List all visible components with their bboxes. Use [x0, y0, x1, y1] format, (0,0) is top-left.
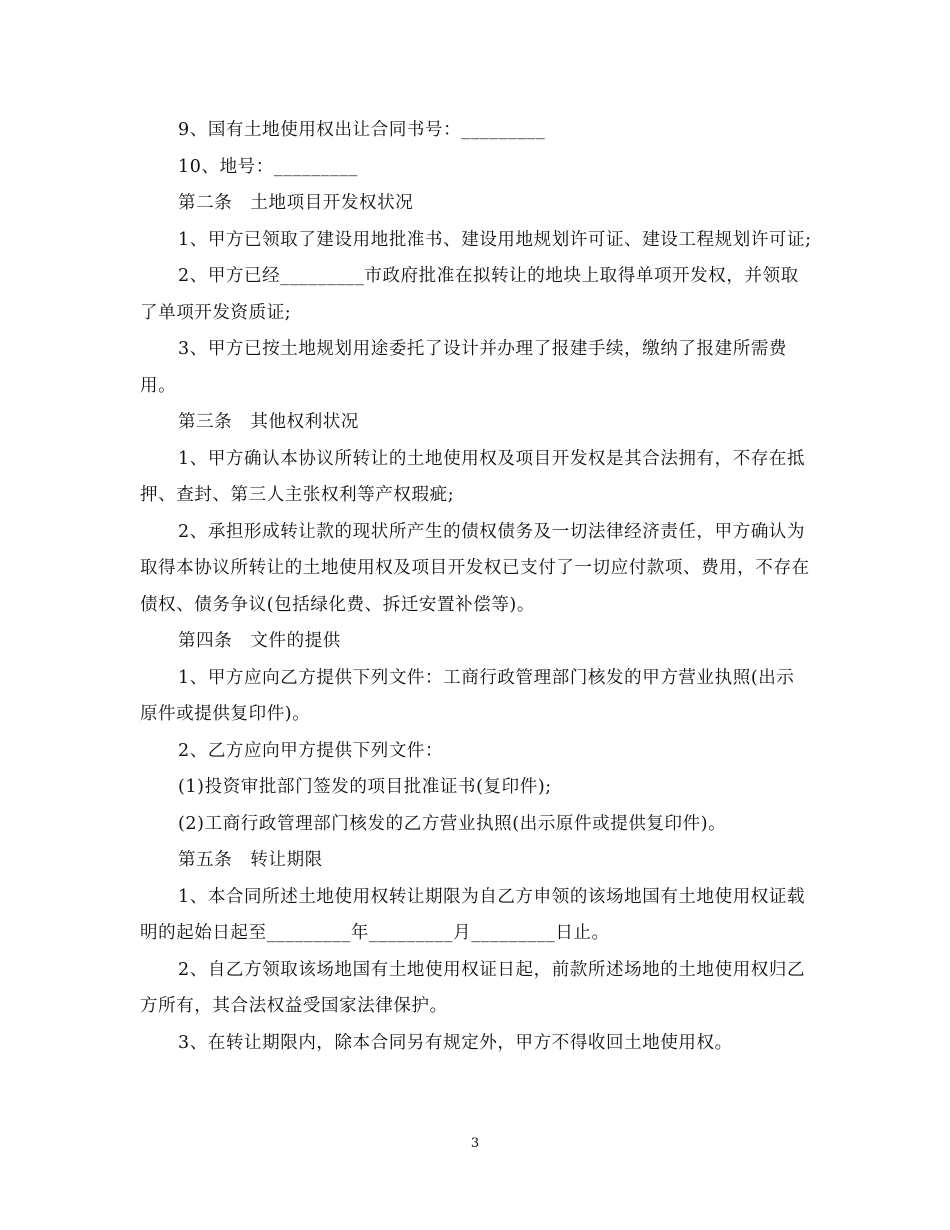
article-3-clause-1: 1、甲方确认本协议所转让的土地使用权及项目开发权是其合法拥有，不存在抵押、查封、第三人主张权利等产权瑕疵;	[140, 448, 806, 505]
article-3-clause-2: 2、承担形成转让款的现状所产生的债权债务及一切法律经济责任，甲方确认为取得本协议所转让的土地使用权及项目开发权已支付了一切应付款项、费用，不存在债权、债务争议(包括绿化费、拆迁安置补偿等)。	[140, 521, 810, 615]
article-4-clause-1: 1、甲方应向乙方提供下列文件：工商行政管理部门核发的甲方营业执照(出示原件或提供复印件)。	[140, 667, 795, 724]
article-2-clause-1: 1、甲方已领取了建设用地批准书、建设用地规划许可证、建设工程规划许可证;	[178, 229, 812, 250]
article-4-subclause-2: (2)工商行政管理部门核发的乙方营业执照(出示原件或提供复印件)。	[178, 813, 727, 834]
item-10-lot-number: 10、地号：_________	[178, 156, 359, 177]
article-5-clause-2: 2、自乙方领取该场地国有土地使用权证日起，前款所述场地的土地使用权归乙方所有，其合法权益受国家法律保护。	[140, 959, 806, 1016]
article-4-subclause-1: (1)投资审批部门签发的项目批准证书(复印件);	[178, 777, 552, 797]
article-4-clause-2: 2、乙方应向甲方提供下列文件：	[178, 740, 444, 761]
article-3-heading: 第三条 其他权利状况	[178, 412, 359, 432]
article-2-clause-2: 2、甲方已经_________市政府批准在拟转让的地块上取得单项开发权，并领取了单项开发资质证;	[140, 266, 799, 323]
article-5-clause-1: 1、本合同所述土地使用权转让期限为自乙方申领的该场地国有土地使用权证载明的起始日起至_________年_________月_________日止。	[140, 886, 806, 943]
article-5-clause-3: 3、在转让期限内，除本合同另有规定外，甲方不得收回土地使用权。	[178, 1032, 733, 1053]
article-2-clause-3: 3、甲方已按土地规划用途委托了设计并办理了报建手续，缴纳了报建所需费用。	[140, 339, 788, 396]
item-9-contract-number: 9、国有土地使用权出让合同书号：_________	[178, 120, 546, 140]
article-2-heading: 第二条 土地项目开发权状况	[178, 193, 414, 213]
document-body	[140, 112, 812, 1061]
page-number: 3	[470, 1136, 480, 1151]
article-4-heading: 第四条 文件的提供	[178, 631, 341, 651]
article-5-heading: 第五条 转让期限	[178, 850, 323, 870]
